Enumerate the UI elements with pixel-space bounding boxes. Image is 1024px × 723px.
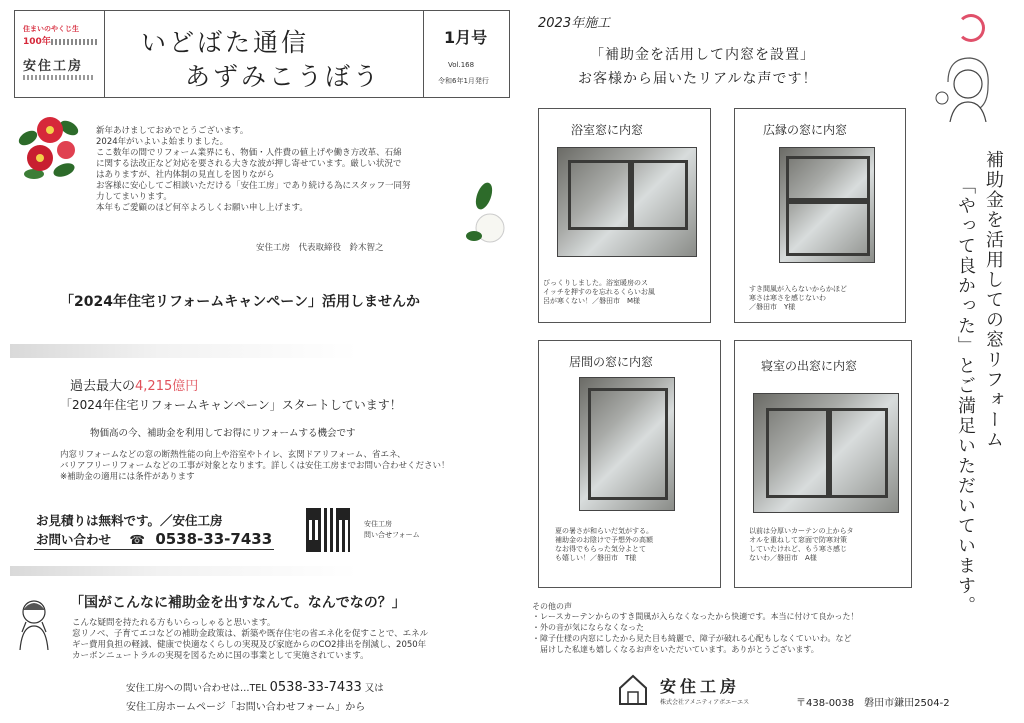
greeting-line: 2024年がいよいよ始まりました。: [96, 137, 229, 147]
subsidy-line: こんな疑問を持たれる方もいらっしゃると思います。: [72, 618, 276, 628]
newsletter-subtitle: あずみこうぼう: [185, 62, 382, 91]
campaign-lead: [70, 375, 198, 394]
footer-contact-prefix: 安住工房への問い合わせは…TEL: [126, 683, 267, 694]
thinking-person-illustration: [14, 596, 54, 652]
leaf-decoration: [460, 176, 508, 256]
subsidy-footer-line1: [126, 680, 384, 695]
other-voice-line: 届けした私達も嬉しくなるお声をいただいています。ありがとうございます。: [532, 645, 819, 654]
voice-card-line: なお得でもらった気分よとて: [555, 545, 646, 553]
greeting-line: はありますが、社内体制の見直しを図りながら: [96, 170, 275, 180]
campaign-body: [60, 450, 500, 483]
greeting-line: お客様に安心してご相談いただける「安住工房」であり続ける為にスタッフ一同努: [96, 181, 411, 191]
bedroom-bay-window-photo: [753, 393, 899, 513]
other-voices: [532, 602, 1002, 655]
issue-vol: Vol.168: [448, 61, 475, 69]
greeting-line: 新年あけましておめでとうございます。: [96, 126, 249, 136]
voice-card-title: 広縁の窓に内窓: [763, 123, 848, 137]
issue-box: [423, 11, 510, 97]
red-circle-icon: [957, 14, 985, 42]
qr-code[interactable]: [306, 508, 350, 552]
logo-subtitle: 株式会社アメニティアボエーエス: [660, 699, 750, 706]
subsidy-body: [72, 618, 504, 662]
brand-badge: [15, 11, 105, 97]
other-voice-line: ・障子仕様の内窓にしたから見た目も綺麗で、障子が破れる心配もしなくていいわ。など: [532, 634, 852, 643]
badge-logo: 安住工房: [23, 59, 84, 74]
newsletter-title: いどばた通信: [141, 28, 310, 57]
voices-title-line1: 「補助金を活用して内窓を設置」: [590, 47, 815, 63]
footer-phone[interactable]: 0538-33-7433: [269, 680, 362, 695]
issue-month: 1月号: [444, 28, 488, 47]
house-logo-icon: [618, 674, 648, 706]
voice-card: [734, 108, 906, 323]
contact-underline: [34, 549, 274, 550]
voice-card-line: 補助金のお陰けで予想外の高額: [555, 536, 653, 544]
vertical-message-line1: 補助金を活用しての窓リフォーム: [983, 150, 1004, 450]
voice-card-line: していたけれど、もう寒さ感じ: [749, 545, 847, 553]
voice-card-line: 以前は分厚いカーテンの上からタ: [749, 527, 854, 535]
campaign-body-line: バリアフリーリフォームなどの工事が対象となります。詳しくは安住工房までお問い合わせください！: [60, 461, 450, 471]
qr-label-line2: 問い合せフォーム: [364, 531, 420, 539]
footer-contact-suffix: 又は: [364, 683, 384, 694]
voice-card-line: オルを重ねして窓面で防寒対策: [749, 536, 847, 544]
voice-card-title: 居間の窓に内窓: [569, 355, 654, 369]
voice-card-line: イッチを押すのを忘れるくらいお風: [543, 288, 655, 296]
subsidy-line: 窓リノベ、子育てエコなどの補助金政策は、新築や既存住宅の省エネ化を促すことで、エネル: [72, 629, 429, 639]
subsidy-footer-line2: 安住工房ホームページ「お問い合わせフォーム」から: [126, 702, 366, 713]
voice-card-line: びっくりしました。浴室暖房のス: [543, 279, 648, 287]
campaign-body-line: 内窓リフォームなどの窓の断熱性能の向上や浴室やトイレ、玄関ドアリフォーム、省エネ、: [60, 450, 406, 460]
bathroom-window-photo: [557, 147, 697, 257]
contact-label: お問い合わせ: [36, 532, 112, 547]
voice-card: [538, 340, 721, 588]
voice-card-line: ないわ／磐田市 A様: [749, 554, 817, 562]
other-voice-line: ・レースカーテンからのすき間風が入らなくなったから快適です。本当に付けて良かった！: [532, 612, 859, 621]
living-room-window-photo: [579, 377, 675, 511]
greeting-signature: 安住工房 代表取締役 鈴木智之: [256, 243, 384, 253]
greeting-line: 本年もご愛顧のほど何卒よろしくお願い申し上げます。: [96, 203, 308, 213]
badge-line1: 住まいのやくじ生: [23, 25, 79, 33]
company-address: 〒438-0038 磐田市鎌田2504-2: [796, 698, 950, 709]
contact-phone[interactable]: 0538-33-7433: [155, 530, 273, 548]
voice-card-line: も嬉しい！／磐田市 T様: [555, 554, 637, 562]
qr-label-line1: 安住工房: [364, 520, 392, 528]
voice-card-line: すき間風が入らないからかほど: [749, 285, 847, 293]
campaign-banner-top: [10, 344, 508, 358]
greeting-line: に関する法改正など対応を要される大きな波が押し寄せています。厳しい状況で: [96, 159, 402, 169]
campaign-lead-prefix: 過去最大の: [70, 379, 136, 394]
woman-illustration: [930, 52, 1000, 122]
voice-card-line: 呂が寒くない！／磐田市 M様: [543, 297, 641, 305]
campaign-body-line: ※補助金の適用には条件があります: [60, 472, 195, 482]
greeting-text: [96, 126, 496, 214]
contact-line: [36, 530, 272, 548]
campaign-lead-line2: 「2024年住宅リフォームキャンペーン」スタートしています！: [60, 398, 402, 412]
voices-title-line2: お客様から届いたリアルな声です！: [578, 71, 818, 87]
badge-line2: 100年: [23, 37, 51, 47]
other-voices-title: その他の声: [532, 602, 572, 611]
voice-card-title: 寝室の出窓に内窓: [761, 359, 858, 373]
other-voice-line: ・外の音が気にならなくなった: [532, 623, 644, 632]
phone-icon: ☎: [129, 532, 145, 547]
voice-card-line: 夏の暑さが和らいだ気がする。: [555, 527, 653, 535]
vertical-message-line2: 「やって良かった」とご満足いただいています。: [955, 176, 976, 616]
voice-card-title: 浴室窓に内窓: [571, 123, 644, 137]
estimate-free: お見積りは無料です。／安住工房: [36, 513, 223, 528]
greeting-line: ここ数年の間でリフォーム業界にも、物価・人件費の値上げや働き方改革、石綿: [96, 148, 402, 158]
veranda-window-photo: [779, 147, 875, 263]
voice-card: [538, 108, 711, 323]
logo-name: 安住工房: [660, 677, 741, 696]
voice-card: [734, 340, 912, 588]
voice-card-line: 寒さは寒さを感じないわ: [749, 294, 826, 302]
masthead: [14, 10, 510, 98]
voices-year: 2023年施工: [538, 16, 611, 31]
camellia-illustration: [14, 108, 84, 188]
voice-card-line: ／磐田市 Y様: [749, 303, 796, 311]
subsidy-line: カーボンニュートラルの実現を図るために国の事業として実施されています。: [72, 651, 369, 661]
issue-date: 令和6年1月発行: [438, 77, 489, 85]
campaign-amount: 4,215億円: [135, 379, 199, 394]
campaign-lead-line3: 物価高の今、補助金を利用してお得にリフォームする機会です: [90, 428, 356, 439]
company-logo: [618, 672, 778, 716]
campaign-banner-bottom: [10, 566, 508, 576]
subsidy-line: ギー費用負担の軽減、健康で快適なくらしの実現及び家庭からのCO2排出を削減し、2050年: [72, 640, 427, 650]
greeting-line: 力してまいります。: [96, 192, 172, 202]
campaign-headline: 「2024年住宅リフォームキャンペーン」活用しませんか: [60, 294, 420, 310]
subsidy-headline: 「国がこんなに補助金を出すなんて。なんでなの？」: [70, 595, 406, 611]
